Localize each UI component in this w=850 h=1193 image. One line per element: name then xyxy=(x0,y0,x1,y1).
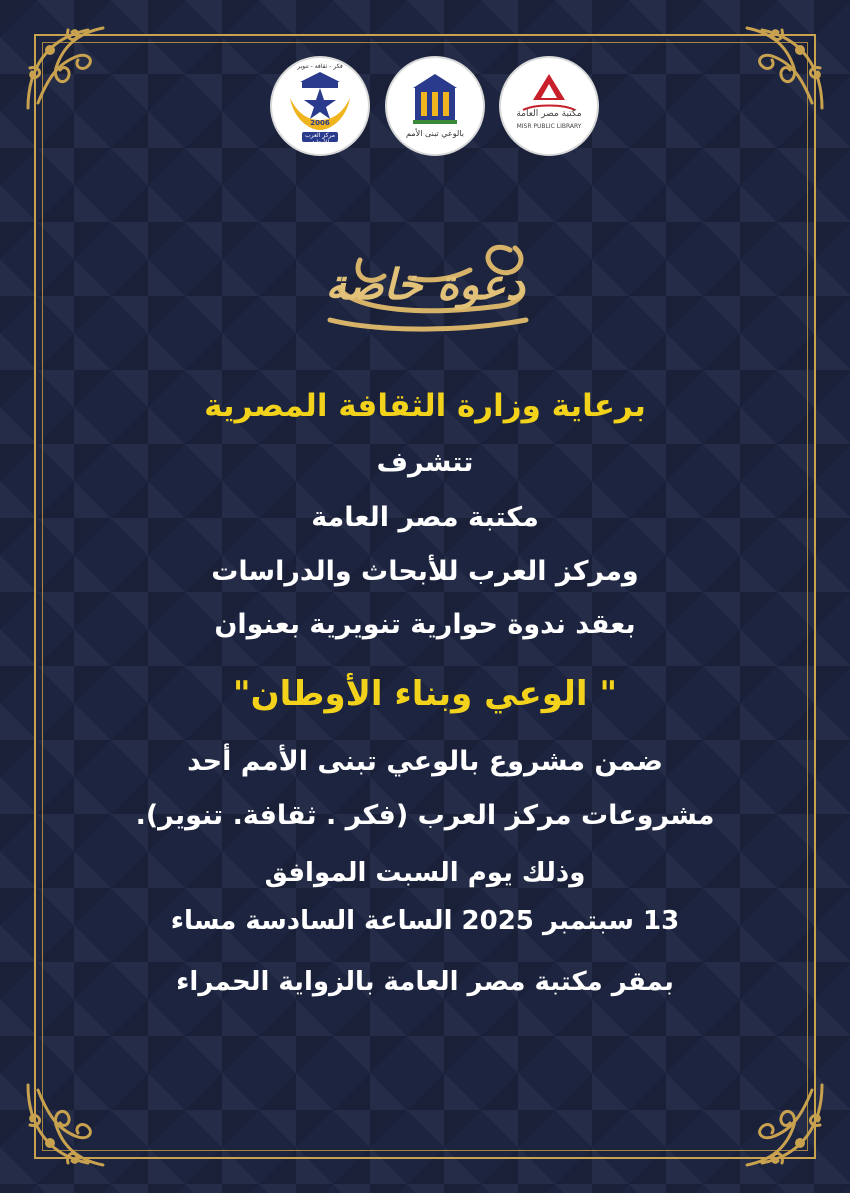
project-line-2: مشروعات مركز العرب (فكر . ثقافة. تنوير). xyxy=(135,800,715,831)
event-intro-line: بعقد ندوة حوارية تنويرية بعنوان xyxy=(214,609,636,640)
patron-line: برعاية وزارة الثقافة المصرية xyxy=(204,388,646,424)
event-day-line: وذلك يوم السبت الموافق xyxy=(264,858,586,888)
organizer-line-2: ومركز العرب للأبحاث والدراسات xyxy=(211,556,639,587)
special-invitation-title: دعوة خاصة xyxy=(325,260,525,309)
awareness-logo-caption: بالوعي تبنى الأمم xyxy=(406,129,464,138)
honor-line: تتشرف xyxy=(376,447,474,478)
arab-center-logo-year: 2006 xyxy=(310,119,330,127)
organizer-line-1: مكتبة مصر العامة xyxy=(311,502,539,533)
misr-logo-caption-en: MISR PUBLIC LIBRARY xyxy=(516,123,582,130)
arab-center-logo xyxy=(272,58,368,154)
event-venue-line: بمقر مكتبة مصر العامة بالزواية الحمراء xyxy=(176,967,674,997)
misr-public-library-logo xyxy=(501,58,597,154)
special-invitation-calligraphy xyxy=(300,220,550,350)
project-line-1: ضمن مشروع بالوعي تبنى الأمم أحد xyxy=(187,746,663,777)
ornament-corner-top-right xyxy=(722,8,842,128)
arab-center-logo-top-caption: فكر - ثقافة - تنوير xyxy=(297,63,343,70)
arab-center-logo-caption: مركز العرب للأبحاث والدراسات xyxy=(305,132,335,153)
event-datetime-line: 13 سبتمبر 2025 الساعة السادسة مساء xyxy=(170,906,680,936)
ornament-corner-bottom-right xyxy=(722,1065,842,1185)
ornament-corner-top-left xyxy=(8,8,128,128)
seminar-topic: " الوعي وبناء الأوطان" xyxy=(232,674,618,714)
awareness-project-logo xyxy=(387,58,483,154)
ornament-corner-bottom-left xyxy=(8,1065,128,1185)
misr-logo-caption-ar: مكتبة مصر العامة xyxy=(516,109,582,119)
